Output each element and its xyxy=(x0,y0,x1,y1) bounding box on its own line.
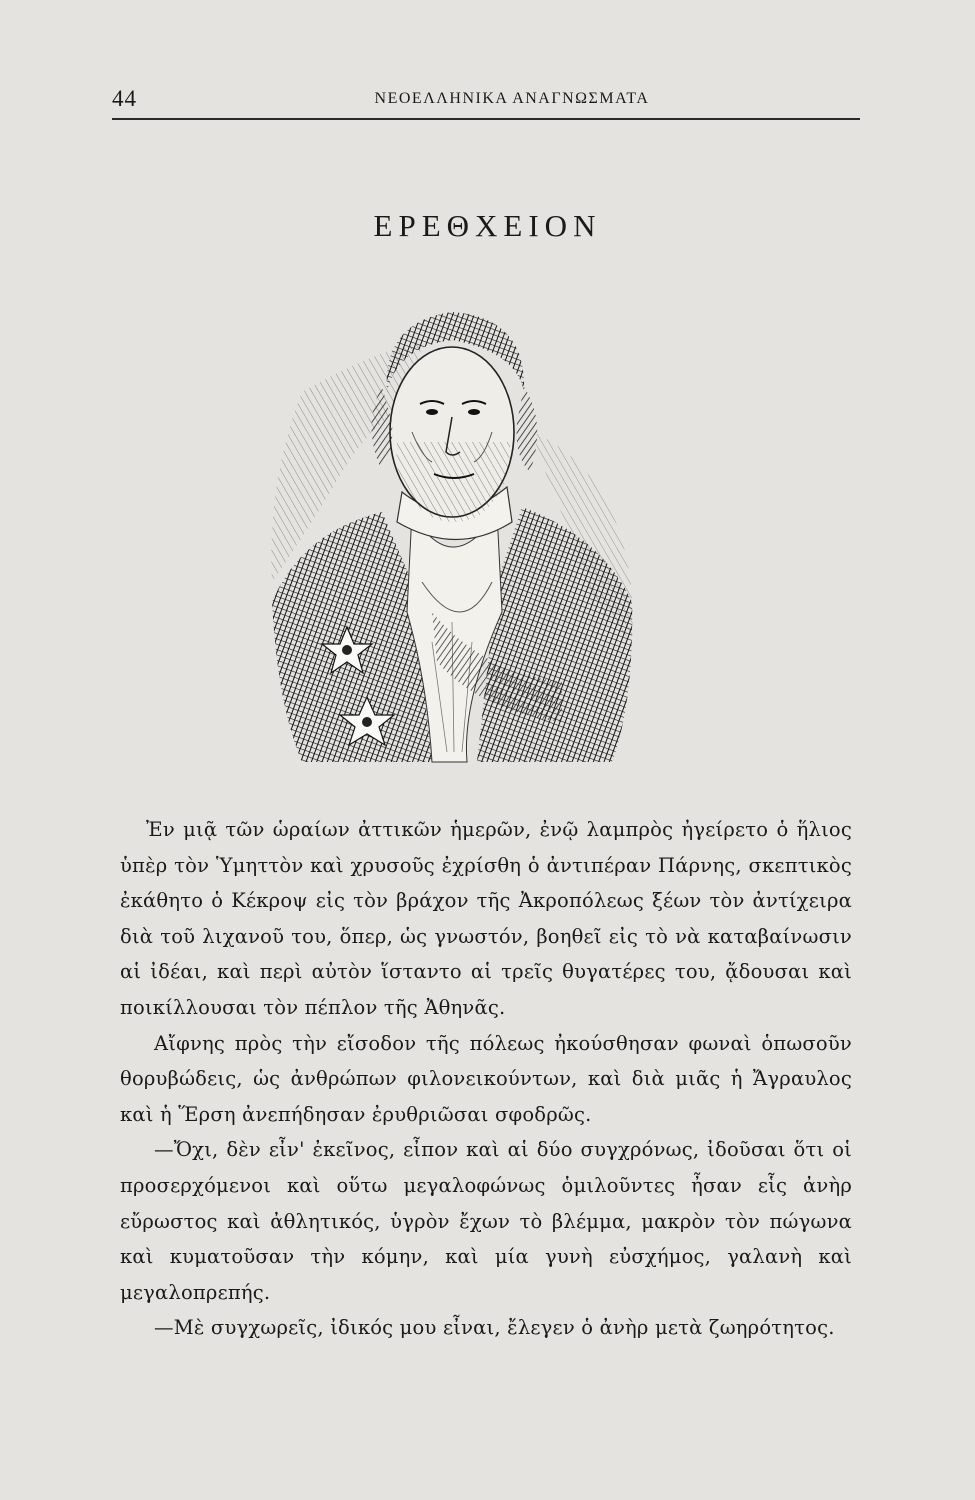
running-title: ΝΕΟΕΛΛΗΝΙΚΑ ΑΝΑΓΝΩΣΜΑΤΑ xyxy=(374,90,650,107)
page-number: 44 xyxy=(112,86,137,111)
paragraph: Αἴφνης πρὸς τὴν εἴσοδον τῆς πόλεως ἠκούσθησαν φωναὶ ὁπωσοῦν θορυβώδεις, ὡς ἀνθρώπων φιλονεικούντων, καὶ διὰ μιᾶς ἡ Ἄγραυλος καὶ ἡ Ἕρση ἀνεπήδησαν ἐρυθριῶσαι σφοδρῶς. xyxy=(120,1031,852,1126)
paragraph: —Μὲ συγχωρεῖς, ἰδικός μου εἶναι, ἔλεγεν ὁ ἀνὴρ μετὰ ζωηρότητος. xyxy=(154,1316,835,1340)
paragraph: Ἐν μιᾷ τῶν ὡραίων ἀττικῶν ἡμερῶν, ἐνῷ λαμπρὸς ἠγείρετο ὁ ἥλιος ὑπὲρ τὸν Ὑμηττὸν καὶ χρυσοῦς ἐχρίσθη ὁ ἀντιπέραν Πάρνης, σκεπτικὸς ἐκάθητο ὁ Κέκροψ εἰς τὸν βράχον τῆς Ἀκροπόλεως ξέων τὸν ἀντίχειρα διὰ τοῦ λιχανοῦ του, ὅπερ, ὡς γνωστόν, βοηθεῖ εἰς τὸ νὰ καταβαίνωσιν αἱ ἰδέαι, καὶ περὶ αὐτὸν ἵσταντο αἱ τρεῖς θυγατέρες του, ᾄδουσαι καὶ ποικίλλουσαι τὸν πέπλον τῆς Ἀθηνᾶς. xyxy=(120,818,852,1019)
portrait-engraving xyxy=(262,282,642,772)
chapter-title: ΕΡΕΘΧΕΙΟΝ xyxy=(373,208,602,243)
body-text xyxy=(120,812,852,1346)
page-header xyxy=(112,86,860,120)
paragraph: —Ὄχι, δὲν εἶν' ἐκεῖνος, εἶπον καὶ αἱ δύο συγχρόνως, ἰδοῦσαι ὅτι οἱ προσερχόμενοι καὶ οὕτω μεγαλοφώνως ὁμιλοῦντες ἦσαν εἷς ἀνὴρ εὔρωστος καὶ ἀθλητικός, ὑγρὸν ἔχων τὸ βλέμμα, μακρὸν τὸν πώγωνα καὶ κυματοῦσαν τὴν κόμην, καὶ μία γυνὴ εὐσχήμος, γαλανὴ καὶ μεγαλοπρεπής. xyxy=(120,1138,852,1304)
